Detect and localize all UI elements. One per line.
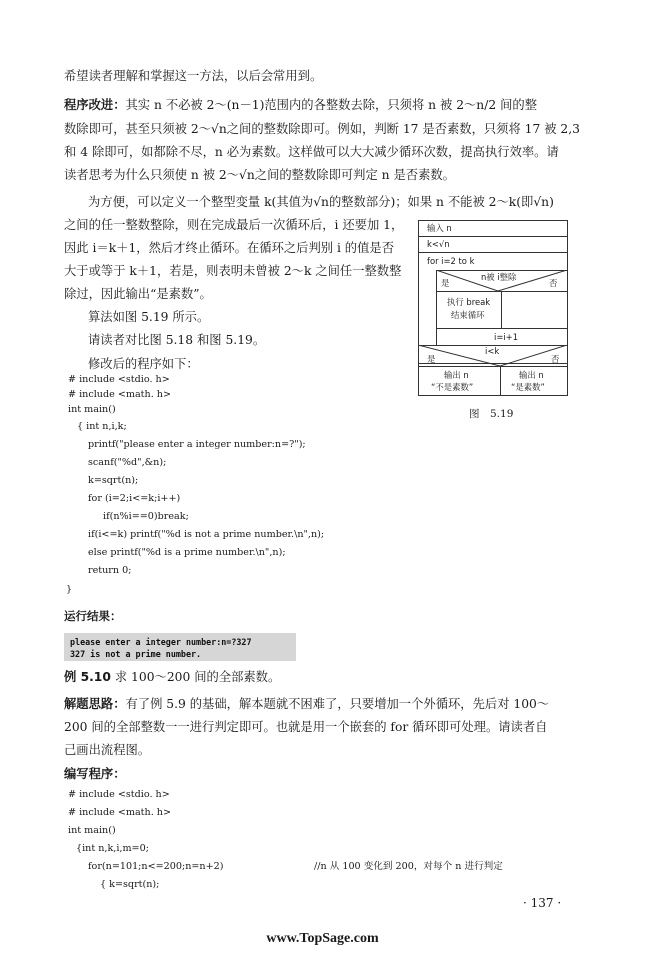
- improve-label: 程序改进：: [64, 97, 126, 112]
- flowchart-empty-branch: [501, 291, 568, 329]
- flowchart-assign: k<√n: [418, 236, 568, 253]
- idea-label: 解题思路：: [64, 696, 126, 711]
- code-line: printf("please enter a integer number:n=?");: [88, 439, 306, 450]
- flowchart-loop: for i=2 to k: [418, 252, 568, 364]
- flowchart-decision: 是 n被 i整除 否: [436, 270, 568, 292]
- paragraph: [64, 95, 537, 115]
- code-line: # include <stdio. h>: [68, 374, 170, 385]
- flowchart-output-not-prime: 输出 n “不是素数”: [418, 366, 501, 396]
- paragraph-line: 修改后的程序如下：: [88, 357, 199, 371]
- paragraph-text: 其实 n 不必被 2～(n－1)范围内的各整数去除，只须将 n 被 2～n/2 间的整: [125, 98, 537, 112]
- code-line: if(n%i==0)break;: [103, 511, 189, 522]
- example-label: 例 5.10: [64, 670, 111, 684]
- code-line: for(n=101;n<=200;n=n+2): [88, 861, 224, 872]
- decision-diagonals: [436, 270, 568, 292]
- code-comment: //n 从 100 变化到 200，对每个 n 进行判定: [314, 861, 503, 872]
- paragraph-line: 读者思考为什么只须使 n 被 2～√n之间的整数除即可判定 n 是否素数。: [64, 168, 455, 182]
- paragraph-line: 为方便，可以定义一个整型变量 k(其值为√n的整数部分)；如果 n 不能被 2～k(即√n): [88, 195, 554, 209]
- run-result-label: 运行结果：: [64, 609, 122, 623]
- terminal-output: [64, 633, 296, 661]
- paragraph-line: 数除即可，甚至只须被 2～√n之间的整数除即可。例如，判断 17 是否素数，只须将 17 被 2,3: [64, 122, 580, 136]
- code-line: else printf("%d is a prime number.\n",n);: [88, 547, 286, 558]
- code-line: if(i<=k) printf("%d is not a prime number.\n",n);: [88, 529, 325, 540]
- example-title: 求 100～200 间的全部素数。: [114, 670, 281, 684]
- flowchart-input: 输入 n: [418, 220, 568, 237]
- code-line: k=sqrt(n);: [88, 475, 139, 486]
- paragraph-line: 和 4 除即可，如都除不尽，n 必为素数。这样做可以大大减少循环次数，提高执行效率。请: [64, 145, 559, 159]
- paragraph-line: 因此 i＝k＋1，然后才终止循环。在循环之后判别 i 的值是否: [64, 241, 394, 255]
- code-line: int main(): [68, 404, 116, 415]
- paragraph-text: 有了例 5.9 的基础，解本题就不困难了，只要增加一个外循环，先后对 100～: [125, 697, 550, 711]
- terminal-line: 327 is not a prime number.: [70, 649, 202, 659]
- write-label: 编写程序：: [64, 766, 126, 781]
- code-line: # include <stdio. h>: [68, 789, 170, 800]
- paragraph: 希望读者理解和掌握这一方法，以后会常用到。: [64, 69, 323, 83]
- paragraph-line: 之间的任一整数整除，则在完成最后一次循环后，i 还要加 1，: [64, 218, 404, 232]
- paragraph-line: 除过，因此输出“是素数”。: [64, 287, 212, 301]
- page-number: · 137 ·: [523, 896, 562, 910]
- code-line: # include <math. h>: [68, 807, 172, 818]
- code-line: int main(): [68, 825, 116, 836]
- decision-2-diagonals: [418, 345, 568, 367]
- code-line: scanf("%d",&n);: [88, 457, 167, 468]
- code-line: { int n,i,k;: [77, 421, 127, 432]
- code-line: }: [66, 584, 73, 595]
- paragraph-line: 己画出流程图。: [64, 743, 151, 757]
- flowchart-output-prime: 输出 n “是素数”: [500, 366, 568, 396]
- flowchart-break: 执行 break 结束循环: [436, 291, 502, 329]
- paragraph-line: 请读者对比图 5.18 和图 5.19。: [88, 333, 266, 347]
- code-line: return 0;: [88, 565, 132, 576]
- paragraph-line: 算法如图 5.19 所示。: [88, 310, 210, 324]
- code-line: {int n,k,i,m=0;: [76, 843, 149, 854]
- flowchart-increment: i=i+1: [436, 328, 568, 346]
- flowchart-decision-2: 是 i<k 否: [418, 345, 568, 367]
- figure-caption: 图 5.19: [469, 408, 514, 420]
- example-heading: [64, 667, 280, 687]
- code-line: # include <math. h>: [68, 389, 172, 400]
- terminal-line: please enter a integer number:n=?327: [70, 637, 252, 647]
- paragraph-line: 200 间的全部整数一一进行判定即可。也就是用一个嵌套的 for 循环即可处理。请读者自: [64, 720, 548, 734]
- code-line: for (i=2;i<=k;i++): [88, 493, 181, 504]
- code-line: { k=sqrt(n);: [100, 879, 160, 890]
- flowchart: [418, 220, 568, 396]
- paragraph: [64, 694, 549, 714]
- paragraph-line: 大于或等于 k＋1，若是，则表明未曾被 2～k 之间任一整数整: [64, 264, 402, 278]
- footer-url: www.TopSage.com: [266, 931, 379, 946]
